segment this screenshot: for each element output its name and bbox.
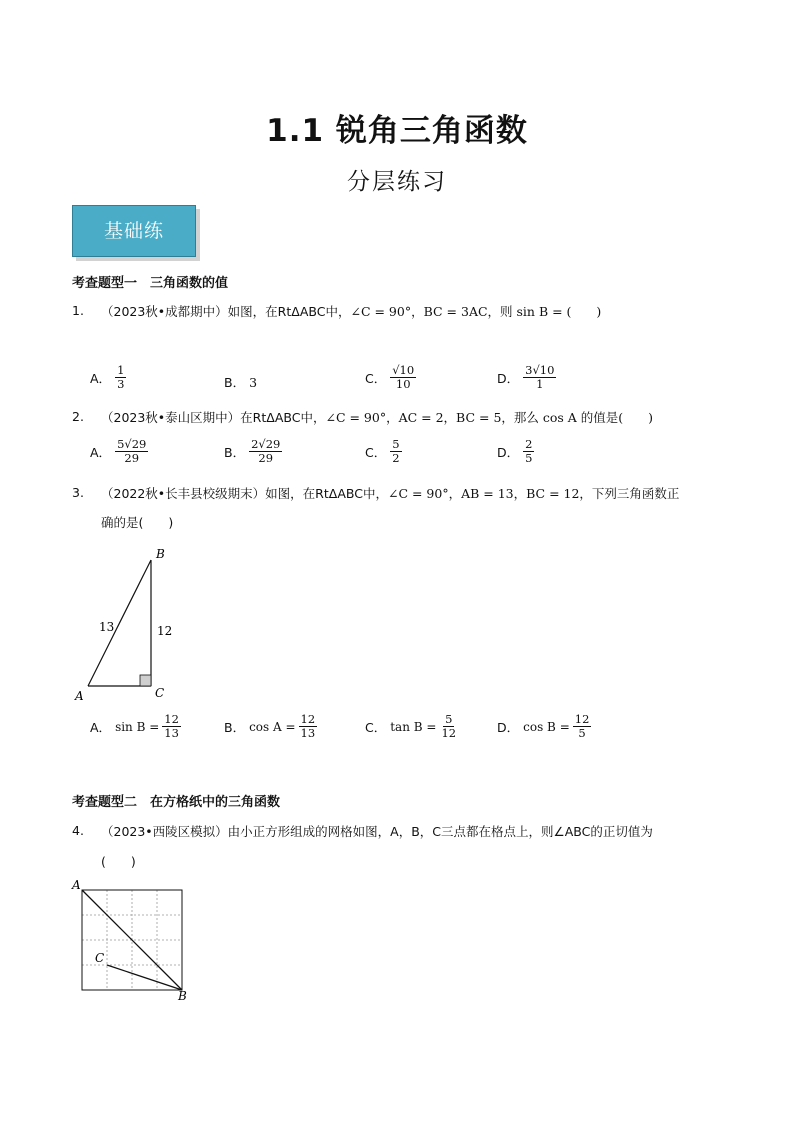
question-text: [101, 303, 601, 321]
vertex-c-label: C: [155, 686, 165, 700]
point-c-label: C: [95, 951, 105, 965]
question-source: （2023秋•成都期中）如图，在RtΔABC中，: [101, 304, 351, 319]
option-a[interactable]: [90, 364, 126, 391]
option-function: sin B =: [115, 719, 160, 734]
option-fraction: $\frac{5√29}{29}$: [117, 437, 147, 465]
question-number: 3.: [72, 485, 84, 500]
option-d[interactable]: [497, 713, 591, 740]
question-condition: ∠C = 90°，AB = 13，BC = 12，下列三角函数正: [387, 486, 680, 501]
option-label: D．: [497, 370, 520, 386]
option-b[interactable]: [224, 373, 257, 391]
option-fraction: $\frac{12}{13}$: [300, 712, 316, 740]
question-text: [101, 409, 653, 427]
option-fraction: $\frac{3√10}{1}$: [525, 363, 555, 391]
question-number: 4.: [72, 823, 84, 838]
option-fraction: $\frac{1}{3}$: [117, 363, 125, 391]
right-angle-marker: [140, 675, 151, 686]
option-label: D．: [497, 444, 520, 460]
vertex-a-label: A: [75, 689, 84, 703]
section-heading-2: 考查题型二 在方格纸中的三角函数: [72, 795, 281, 810]
grid-figure: [66, 876, 196, 1006]
option-label: C．: [365, 444, 387, 460]
option-label: A．: [90, 370, 112, 386]
option-label: B．: [224, 375, 246, 390]
question-condition: ∠C = 90°，AC = 2，BC = 5，那么 cos A 的值是( ): [325, 410, 654, 425]
option-d[interactable]: [497, 364, 556, 391]
vertex-b-label: B: [156, 547, 165, 561]
side-ab-label: 13: [99, 620, 115, 634]
side-bc-label: 12: [157, 624, 173, 638]
option-label: B．: [224, 719, 246, 735]
option-fraction: $\frac{5}{12}$: [441, 712, 457, 740]
option-a[interactable]: [90, 438, 148, 465]
question-number: 2.: [72, 409, 84, 424]
triangle-figure: [68, 540, 188, 705]
side-ab: [88, 560, 151, 686]
option-b[interactable]: [224, 713, 317, 740]
question-text: （2023•西陵区模拟）由小正方形组成的网格如图，A，B，C三点都在格点上，则∠ABC的正切值为: [101, 824, 653, 839]
option-label: A．: [90, 444, 112, 460]
question-source: （2022秋•长丰县校级期末）如图，在RtΔABC中，: [101, 486, 388, 501]
question-number: 1.: [72, 303, 84, 318]
option-fraction: $\frac{5}{2}$: [392, 437, 400, 465]
option-c[interactable]: [365, 364, 416, 391]
point-a-label: A: [72, 878, 81, 892]
question-text-continued: ( ): [101, 854, 136, 869]
option-c[interactable]: [365, 438, 402, 465]
option-label: D．: [497, 719, 520, 735]
option-value: 3: [249, 374, 258, 390]
section-heading-1: 考查题型一 三角函数的值: [72, 276, 229, 291]
segment-cb: [107, 965, 182, 990]
option-function: tan B =: [390, 719, 437, 734]
option-fraction: $\frac{2}{5}$: [525, 437, 533, 465]
option-function: cos A =: [249, 719, 296, 734]
question-text-continued: 确的是( ): [101, 515, 174, 530]
option-label: C．: [365, 719, 387, 735]
page-title: 1.1 锐角三角函数: [266, 113, 528, 149]
option-fraction: $\frac{12}{5}$: [574, 712, 590, 740]
option-fraction: $\frac{√10}{10}$: [392, 363, 415, 391]
section-badge: 基础练: [72, 205, 196, 257]
point-b-label: B: [178, 989, 187, 1003]
question-text: [101, 485, 726, 503]
option-b[interactable]: [224, 438, 282, 465]
option-label: A．: [90, 719, 112, 735]
option-a[interactable]: [90, 713, 181, 740]
question-condition: ∠C = 90°，BC = 3AC，则 sin B = ( ): [350, 304, 602, 319]
option-c[interactable]: [365, 713, 458, 740]
option-fraction: $\frac{12}{13}$: [164, 712, 179, 740]
page-subtitle: 分层练习: [347, 169, 447, 195]
option-label: B．: [224, 444, 246, 460]
option-d[interactable]: [497, 438, 534, 465]
option-fraction: $\frac{2√29}{29}$: [251, 437, 281, 465]
option-label: C．: [365, 370, 387, 386]
option-function: cos B =: [523, 719, 570, 734]
question-source: （2023秋•泰山区期中）在RtΔABC中，: [101, 410, 326, 425]
